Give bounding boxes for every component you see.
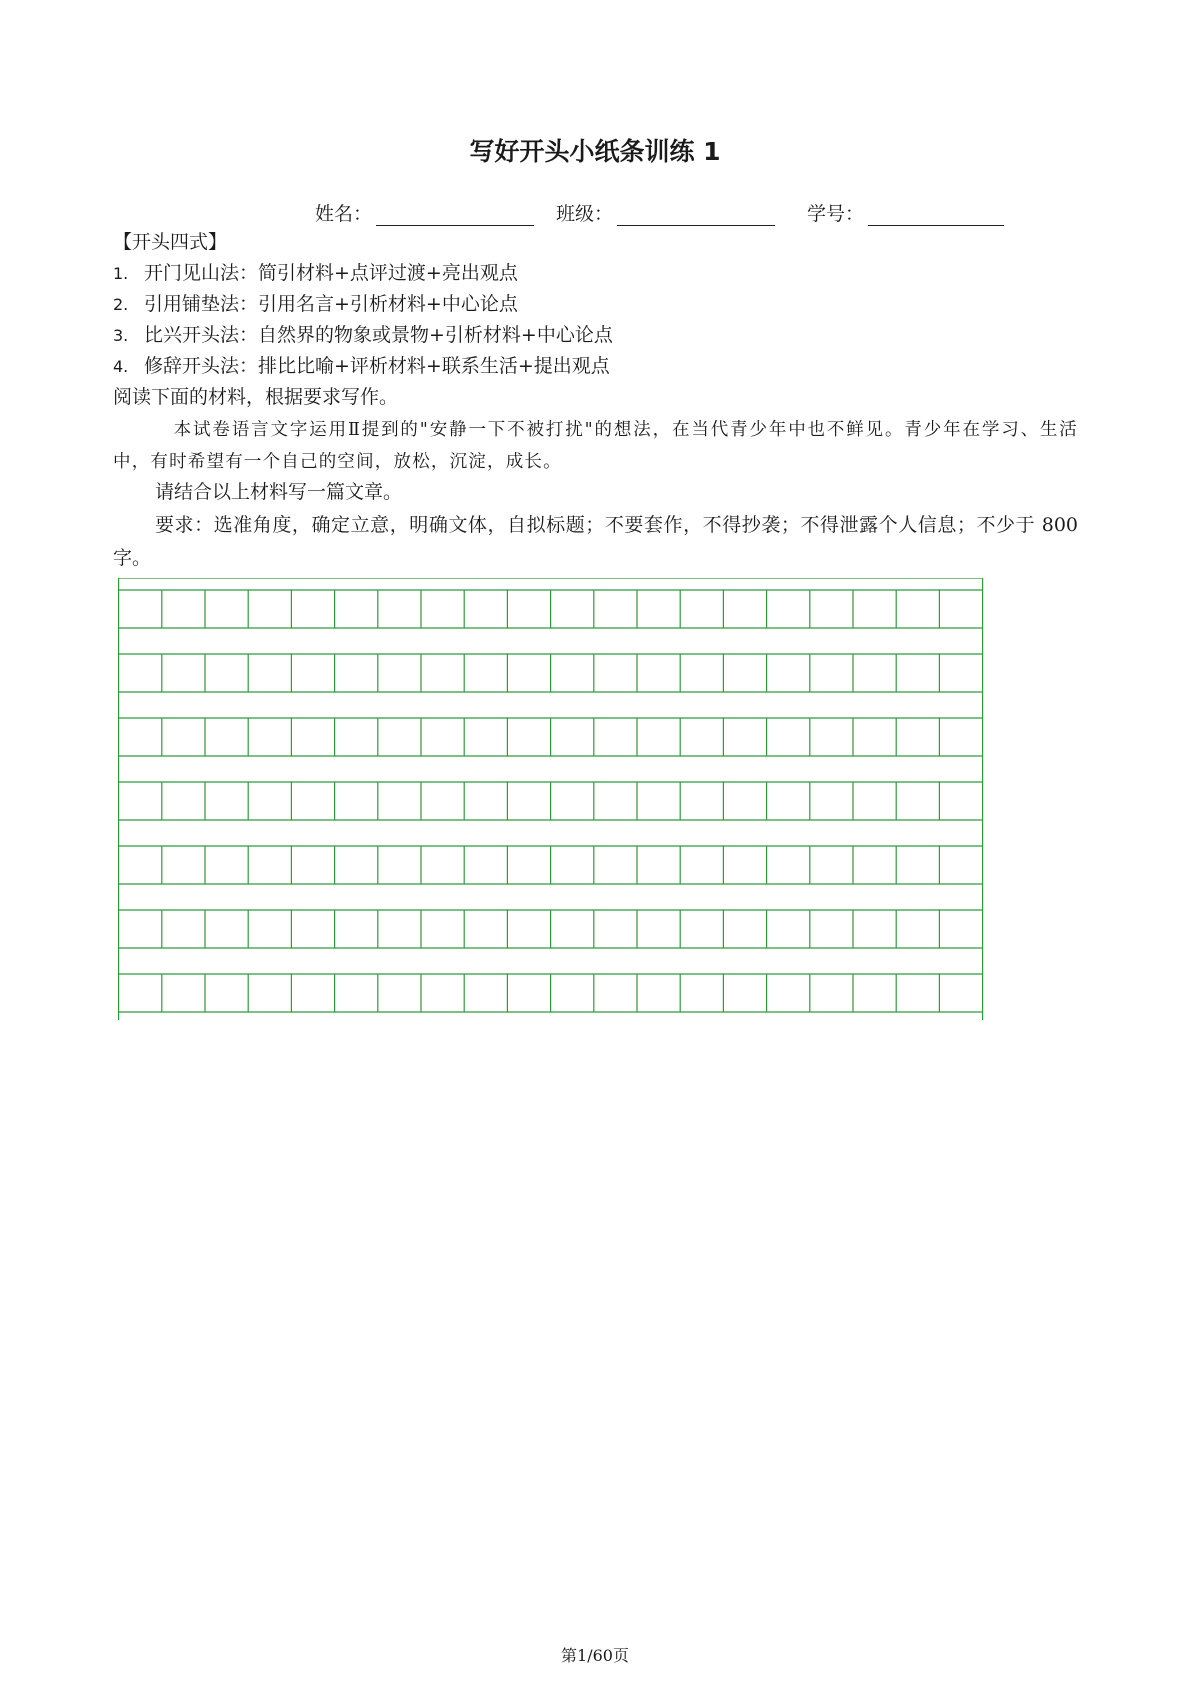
task-section <box>113 476 1078 575</box>
name-label: 姓名： <box>315 203 373 225</box>
name-blank[interactable] <box>376 205 534 226</box>
list-item <box>113 320 1078 351</box>
list-number: 3. <box>113 326 129 345</box>
task-text: 请结合以上材料写一篇文章。 <box>155 481 403 503</box>
list-text: 开门见山法：简引材料+点评过渡+亮出观点 <box>144 262 518 284</box>
student-info-row <box>315 198 1015 226</box>
page-footer: 第1/60页 <box>561 1646 629 1665</box>
student-id-field <box>807 199 1004 226</box>
student-id-blank[interactable] <box>868 205 1004 226</box>
student-id-label: 学号： <box>807 203 865 225</box>
list-number: 1. <box>113 264 129 283</box>
list-number: 2. <box>113 295 129 314</box>
grid-lines <box>118 578 983 1020</box>
page-title: 写好开头小纸条训练 1 <box>469 137 721 166</box>
material-text: 本试卷语言文字运用Ⅱ提到的"安静一下不被打扰"的想法，在当代青少年中也不鲜见。青少年在学习、生活中，有时希望有一个自己的空间，放松，沉淀，成长。 <box>113 420 1078 472</box>
list-item <box>113 258 1078 289</box>
instruction-text: 阅读下面的材料，根据要求写作。 <box>113 386 399 408</box>
class-label: 班级： <box>556 203 614 225</box>
class-blank[interactable] <box>617 205 775 226</box>
writing-grid[interactable] <box>118 578 988 1030</box>
list-text: 修辞开头法：排比比喻+评析材料+联系生活+提出观点 <box>144 355 610 377</box>
requirement-text: 要求：选准角度，确定立意，明确文体，自拟标题；不要套作，不得抄袭；不得泄露个人信息；不少于 800 字。 <box>113 514 1078 569</box>
list-item <box>113 289 1078 320</box>
list-item <box>113 351 1078 382</box>
list-number: 4. <box>113 357 129 376</box>
list-text: 引用铺垫法：引用名言+引析材料+中心论点 <box>144 293 518 315</box>
methods-section <box>113 227 1078 413</box>
section-heading: 【开头四式】 <box>113 231 228 253</box>
name-field <box>315 199 534 226</box>
material-paragraph <box>113 414 1078 478</box>
list-text: 比兴开头法：自然界的物象或景物+引析材料+中心论点 <box>144 324 613 346</box>
class-field <box>556 199 775 226</box>
